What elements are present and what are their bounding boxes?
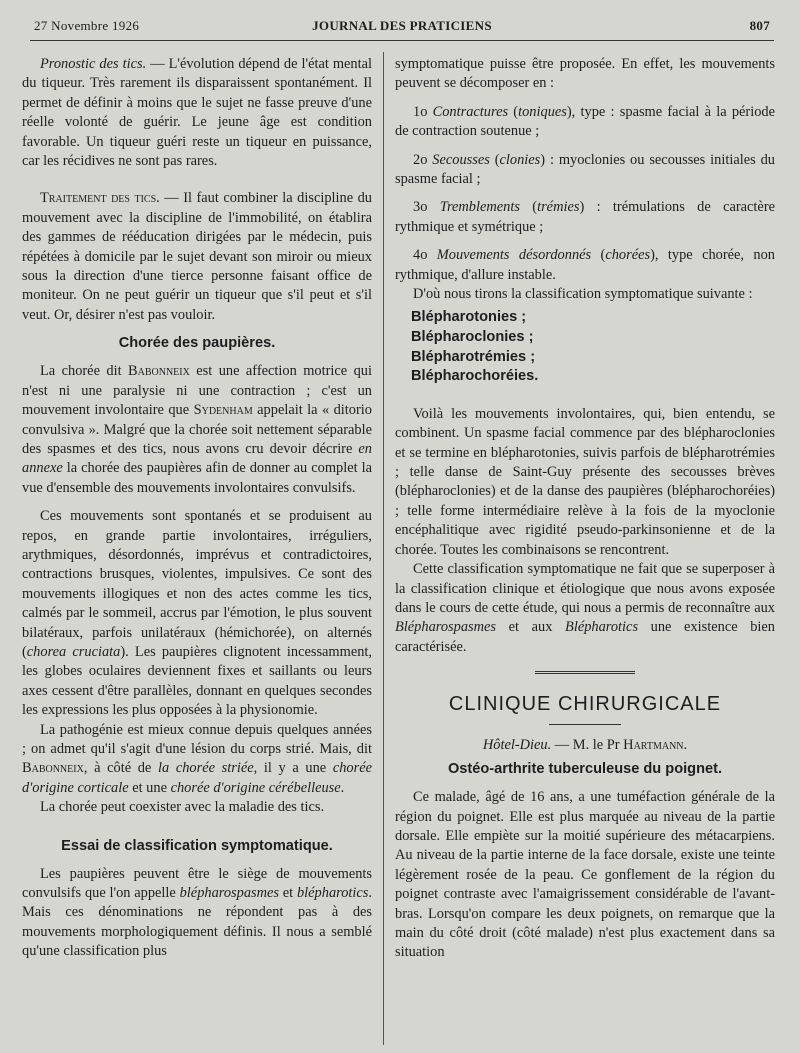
author-sydenham: Sydenham (193, 402, 253, 419)
traitement-text: — Il faut combiner la discipline du mouvement avec la discipline de l'immobilité, on établira des gammes de rééducation dirigées par le médecin, puis répétées à domicile par le sujet devant son miroir ou mieux sous la direction d'une tierce personne faisant office de moniteur. On ne peut guérir un tiqueur que s'il peut et s'il veut. Or, désirer n'est pas vouloir. (22, 190, 373, 323)
classification-item: Blépharoclonies ; (411, 329, 534, 346)
byline: Hôtel-Dieu. — M. le Pr Hartmann. (482, 737, 688, 754)
right-column (395, 55, 775, 963)
osteo-paragraph: Ce malade, âgé de 16 ans, a une tuméfaction générale de la région du poignet. Elle est plus marquée au niveau de la partie dorsale. Elle empiète sur la moitié supérieure des métacarpiens. Au niveau de la partie interne de la face dorsale, existe une teinte légèrement rosée de la peau. Ce gonflement de la région du poignet contraste avec l'amaigrissement considérable de l'avant-bras. Lorsqu'on compare les deux poignets, on remarque que la main du côté droit (côté malade) n'est plus exactement dans sa situation (395, 789, 775, 961)
choree-paragraph-2: Ces mouvements sont spontanés et se produisent au repos, en grande partie involontaires, irréguliers, arythmiques, désordonnés, imprévus et contradictoires, contractions brusques, violentes, impulsives. Ce sont des mouvements illogiques et non des actes comme les tics, calmés par le sommeil, accrus par l'émotion, le plus souvent bilatéraux, parfois unilatéraux (hémichorée), on alternés (chorea cruciata). Les paupières clignotent incessamment, les globes oculaires deviennent fixes et saillants ou leurs axes cessent d'être parallèles, donnant en quelques secondes les expressions les plus opposées à la physionomie. (22, 508, 373, 719)
pronostic-paragraph (22, 55, 372, 171)
clinique-title: CLINIQUE CHIRURGICALE (448, 693, 722, 716)
header-date: 27 Novembre 1926 (34, 18, 140, 33)
column-divider (383, 52, 384, 1045)
conclusion-paragraph: D'où nous tirons la classification symptomatique suivante : (413, 286, 753, 303)
list-item-secousses: 2o Secousses (clonies) : myoclonies ou secousses initiales du spasme facial ; (395, 151, 775, 188)
header-journal-title: JOURNAL DES PRATICIENS (312, 18, 492, 33)
intro-paragraph: symptomatique puisse être proposée. En effet, les mouvements peuvent se décomposer en : (395, 56, 775, 92)
traitement-title: Traitement des tics. (40, 190, 160, 207)
choree-paragraph-4: La chorée peut coexister avec la maladie des tics. (40, 799, 325, 816)
classification-item: Blépharotonies ; (411, 309, 527, 326)
page-header (34, 18, 770, 40)
section-separator (535, 671, 635, 674)
pronostic-title: Pronostic des tics. (40, 56, 147, 72)
pronostic-text: — L'évolution dépend de l'état mental du tiqueur. Très rarement ils disparaissent spontanément. Il permet de définir à moins que le sujet ne fasse preuve d'une réelle volonté de guérir. Le jeune âge est condition favorable. Un tiqueur guéri reste un tiqueur en puissance, car les récidives ne sont pas rares. (22, 56, 372, 170)
title-rule (549, 724, 621, 725)
traitement-paragraph (22, 189, 372, 325)
classification-item: Blépharotrémies ; (411, 348, 536, 365)
list-item-tremblements: 3o Tremblements (trémies) : trémulations de caractère rythmique et symétrique ; (395, 199, 775, 235)
osteo-heading: Ostéo-arthrite tuberculeuse du poignet. (447, 761, 723, 778)
classification-list (395, 308, 775, 386)
list-item-mouvements: 4o Mouvements désordonnés (chorées), type chorée, non rythmique, d'allure instable. (395, 247, 775, 283)
choree-paragraph-1: La chorée dit Babonneix est une affection motrice qui n'est ni une paralysie ni une contraction ; c'est un mouvement involontaire que Sydenham appelait la « ditorio convulsiva ». Malgré que la chorée soit nettement séparable des spasmes et des tics, nous avons cru devoir décrire en annexe la chorée des paupières afin de donner au complet la vue d'ensemble des mouvements involontaires convulsifs. (22, 363, 372, 496)
essai-heading: Essai de classification symptomatique. (61, 837, 333, 854)
voila-paragraph-1: Voilà les mouvements involontaires, qui, bien entendu, se combinent. Un spasme facial commence par des blépharoclonies et se termine en blépharotonies, suivis parfois de blépharotrémies ; telle danse de Saint-Guy présente des secousses brèves (blépharoclonies) et de la danse des paupières (blépharochoréies) ; telle forme intermédiaire relève à la fois de la myoclonie encéphalitique avec rigidité pseudo-parkinsonienne et de la chorée. Toutes les combinaisons se rencontrent. (395, 405, 775, 558)
header-page-number: 807 (749, 18, 770, 33)
header-rule (30, 40, 774, 41)
left-column (22, 55, 372, 962)
author-babonneix: Babonneix (128, 363, 190, 380)
choree-heading: Chorée des paupières. (118, 335, 276, 352)
choree-paragraph-3: La pathogénie est mieux connue depuis quelques années ; on admet qu'il s'agit d'une lésion du corps strié. Mais, dit Babonneix, à côté de la chorée striée, il y a une chorée d'origine corticale et une chorée d'origine cérébelleuse. (22, 721, 372, 796)
voila-paragraph-2: Cette classification symptomatique ne fait que se superposer à la classification clinique et étiologique que nous avons exposée dans le cours de cette étude, qui nous a permis de reconnaître aux Blépharospasmes et aux Blépharotics une existence bien caractérisée. (395, 561, 775, 655)
list-item-contractures: 1o Contractures (toniques), type : spasme facial à la période de contraction soutenue ; (395, 103, 775, 140)
author-hartmann: Hartmann (623, 737, 684, 754)
classification-item: Blépharochoréies. (411, 368, 539, 385)
essai-paragraph-1: Les paupières peuvent être le siège de mouvements convulsifs que l'on appelle blépharospasmes et blépharotics. Mais ces dénominations ne répondent pas à des mouvements morphologiquement définis. Il nous a semblé qu'une classification plus (22, 865, 372, 960)
